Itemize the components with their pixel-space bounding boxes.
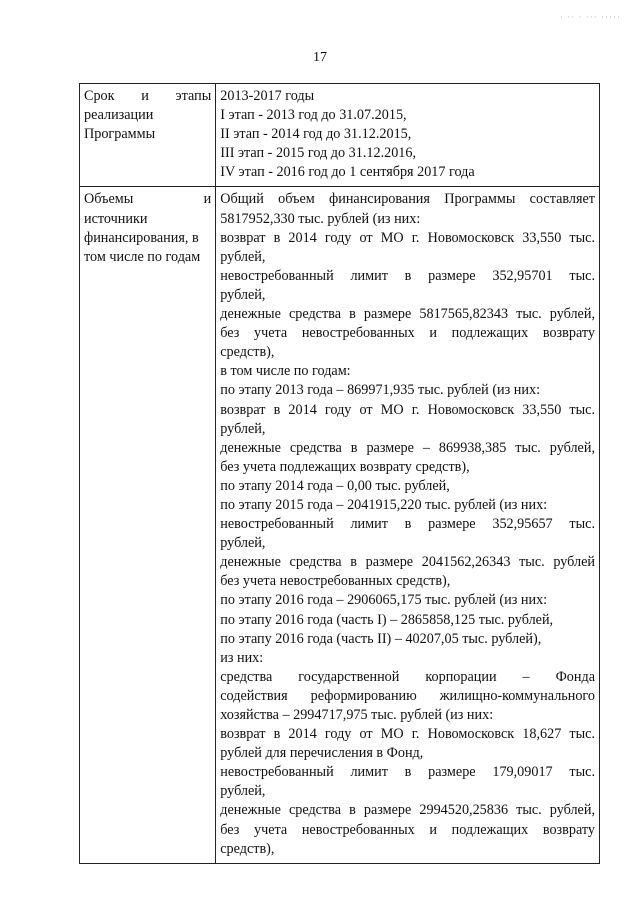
label-line: финансирования, в (84, 229, 199, 246)
label-line: Объемы и (84, 191, 212, 208)
value-cell-financing (216, 187, 600, 863)
value-line: по этапу 2014 года – 0,00 тыс. рублей, (220, 477, 450, 494)
value-line: без учета невостребованных и подлежащих возврату (220, 325, 595, 342)
value-line: средств), (220, 344, 275, 361)
value-line: 2013-2017 годы (220, 88, 315, 104)
value-line: без учета невостребованных и подлежащих возврату (220, 821, 595, 838)
label-cell-timing (80, 84, 216, 187)
label-cell-financing (80, 187, 216, 863)
value-line: содействия реформированию жилищно-коммунального (220, 687, 595, 704)
page-number: 17 (313, 50, 327, 65)
table-row-financing (80, 187, 600, 863)
label-line: источники (84, 210, 148, 227)
label-line: Программы (84, 126, 156, 143)
value-line: из них: (220, 649, 264, 666)
value-cell-timing (216, 84, 600, 187)
value-line: рублей, (220, 535, 266, 552)
value-line: рублей, (220, 286, 266, 303)
scan-corner-mark: · ·· · ··· ····· (560, 12, 621, 22)
value-line: денежные средства в размере – 869938,385 тыс. рублей, (220, 439, 595, 456)
value-line: по этапу 2013 года – 869971,935 тыс. рублей (из них: (220, 382, 541, 399)
value-line: невостребованный лимит в размере 352,95701 тыс. (220, 267, 595, 284)
value-line: возврат в 2014 году от МО г. Новомосковск 18,627 тыс. (220, 726, 595, 743)
value-line: невостребованный лимит в размере 179,09017 тыс. (220, 764, 595, 781)
value-line: IV этап - 2016 год до 1 сентября 2017 года (220, 164, 475, 181)
value-line: возврат в 2014 году от МО г. Новомосковск 33,550 тыс. (220, 401, 595, 418)
value-line: рублей, (220, 783, 266, 800)
value-line: по этапу 2016 года (часть II) – 40207,05 тыс. рублей), (220, 630, 542, 647)
label-line: Срок и этапы (84, 88, 212, 104)
value-line: денежные средства в размере 2994520,25836 тыс. рублей, (220, 802, 595, 819)
label-line: том числе по годам (84, 248, 201, 265)
value-line: по этапу 2015 года – 2041915,220 тыс. рублей (из них: (220, 496, 548, 513)
value-line: рублей, (220, 420, 266, 437)
table-row-timing (80, 84, 600, 187)
value-line: Общий объем финансирования Программы составляет (220, 191, 595, 208)
label-line: реализации (84, 107, 154, 124)
value-line: денежные средства в размере 5817565,82343 тыс. рублей, (220, 306, 595, 323)
value-line: без учета подлежащих возврату средств), (220, 458, 470, 475)
value-line: средств), (220, 840, 275, 857)
value-line: по этапу 2016 года – 2906065,175 тыс. рублей (из них: (220, 592, 548, 609)
value-line: 5817952,330 тыс. рублей (из них: (220, 210, 421, 227)
value-line: III этап - 2015 год до 31.12.2016, (220, 145, 417, 162)
value-line: возврат в 2014 году от МО г. Новомосковск 33,550 тыс. (220, 229, 595, 246)
value-line: II этап - 2014 год до 31.12.2015, (220, 126, 412, 143)
program-passport-table (79, 83, 600, 864)
value-line: рублей, (220, 248, 266, 265)
value-line: по этапу 2016 года (часть I) – 2865858,125 тыс. рублей, (220, 611, 554, 628)
value-line: денежные средства в размере 2041562,26343 тыс. рублей (220, 554, 595, 571)
value-line: I этап - 2013 год до 31.07.2015, (220, 107, 407, 124)
value-line: в том числе по годам: (220, 363, 351, 380)
value-line: рублей для перечисления в Фонд, (220, 745, 424, 762)
value-line: хозяйства – 2994717,975 тыс. рублей (из них: (220, 707, 494, 723)
value-line: без учета невостребованных средств), (220, 573, 451, 590)
value-line: средства государственной корпорации – Фонда (220, 668, 595, 685)
value-line: невостребованный лимит в размере 352,95657 тыс. (220, 516, 595, 533)
